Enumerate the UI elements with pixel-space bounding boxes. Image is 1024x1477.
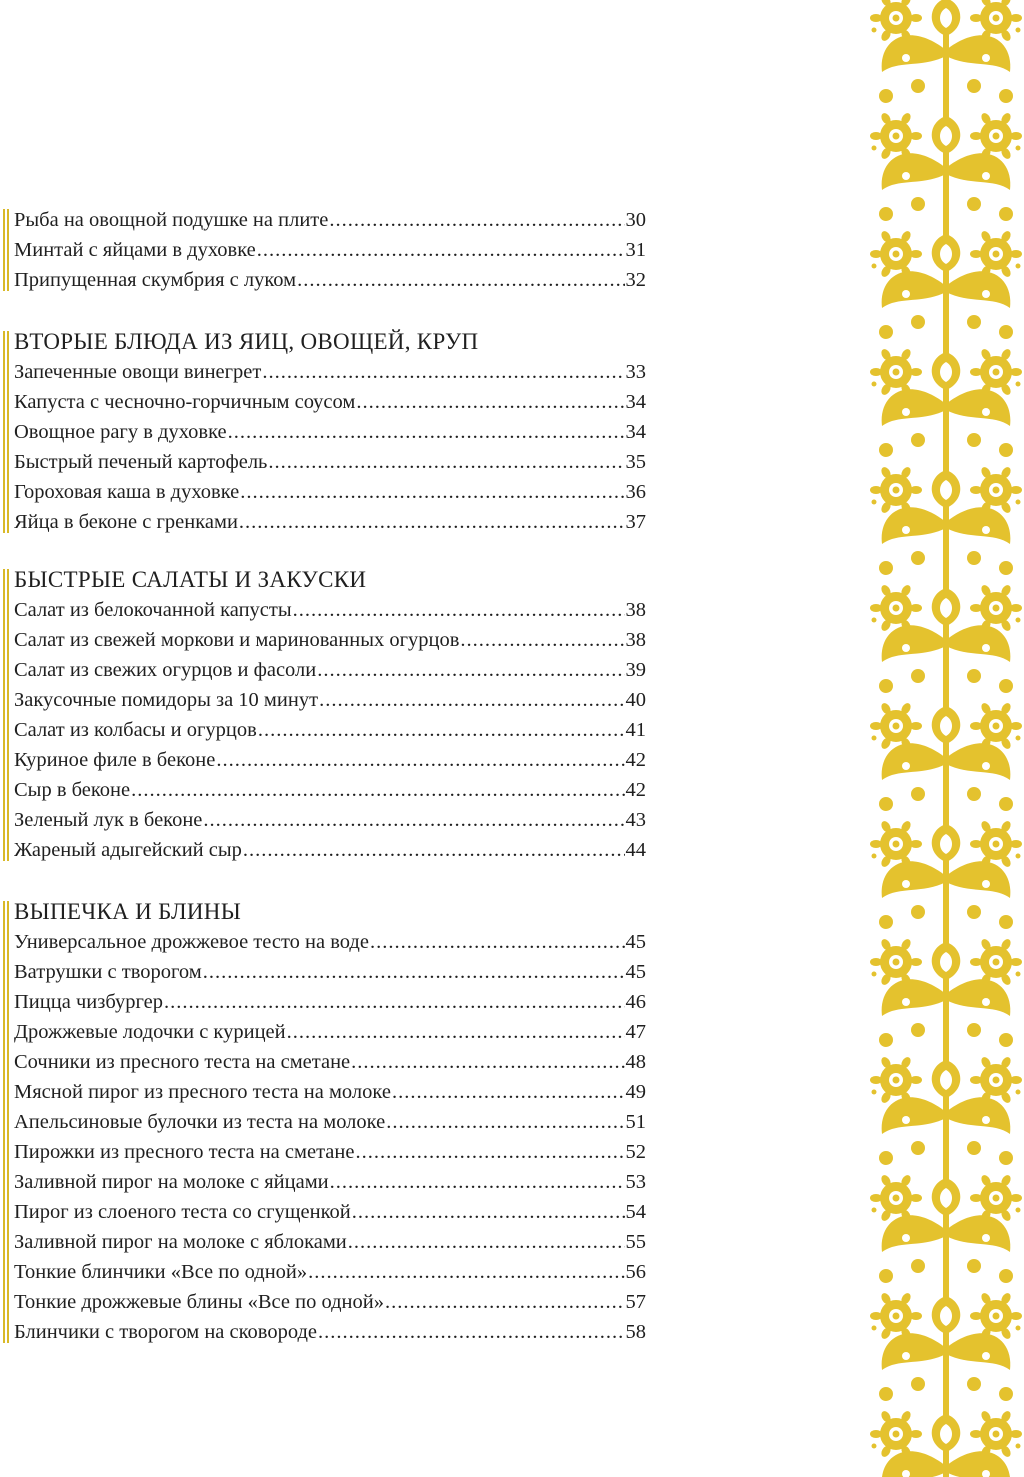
- toc-entry[interactable]: [14, 685, 646, 715]
- dot-leader: [392, 1077, 625, 1107]
- toc-entry[interactable]: [14, 1137, 646, 1167]
- entry-title: Тонкие дрожжевые блины «Все по одной»: [14, 1291, 384, 1313]
- entry-page-number: 35: [625, 451, 646, 473]
- entry-title: Салат из свежей моркови и маринованных огурцов: [14, 629, 460, 651]
- entry-page-number: 39: [625, 659, 646, 681]
- dot-leader: [352, 1197, 625, 1227]
- entry-page-number: 34: [625, 391, 646, 413]
- entry-title: Яйца в беконе с гренками: [14, 511, 238, 533]
- section-heading: ВТОРЫЕ БЛЮДА ИЗ ЯИЦ, ОВОЩЕЙ, КРУП: [14, 329, 479, 354]
- entry-page-number: 41: [625, 719, 646, 741]
- section-accent-bar: [3, 209, 9, 291]
- toc-entry[interactable]: [14, 1017, 646, 1047]
- toc-entry[interactable]: [14, 775, 646, 805]
- dot-leader: [203, 805, 624, 835]
- dot-leader: [319, 685, 624, 715]
- toc-entry[interactable]: [14, 1077, 646, 1107]
- dot-leader: [318, 1317, 624, 1347]
- entry-title: Ватрушки с творогом: [14, 961, 202, 983]
- toc-section: [0, 205, 660, 295]
- entry-page-number: 49: [625, 1081, 646, 1103]
- section-accent-bar: [3, 901, 9, 1343]
- entry-page-number: 48: [625, 1051, 646, 1073]
- dot-leader: [240, 477, 624, 507]
- entry-page-number: 38: [625, 629, 646, 651]
- section-heading: ВЫПЕЧКА И БЛИНЫ: [14, 899, 242, 924]
- dot-leader: [216, 745, 624, 775]
- entry-title: Салат из колбасы и огурцов: [14, 719, 257, 741]
- toc-entry[interactable]: [14, 1287, 646, 1317]
- entry-page-number: 40: [625, 689, 646, 711]
- entry-page-number: 42: [625, 749, 646, 771]
- entry-page-number: 42: [625, 779, 646, 801]
- dot-leader: [239, 507, 625, 537]
- toc-entry[interactable]: [14, 1317, 646, 1347]
- toc-entry[interactable]: [14, 957, 646, 987]
- dot-leader: [386, 1107, 624, 1137]
- dot-leader: [287, 1017, 625, 1047]
- toc-entry[interactable]: [14, 1227, 646, 1257]
- entry-title: Куриное филе в беконе: [14, 749, 216, 771]
- entry-page-number: 57: [625, 1291, 646, 1313]
- entry-page-number: 55: [625, 1231, 646, 1253]
- entry-title: Запеченные овощи винегрет: [14, 361, 262, 383]
- toc-entry[interactable]: [14, 1197, 646, 1227]
- entry-page-number: 43: [625, 809, 646, 831]
- toc-entry[interactable]: [14, 357, 646, 387]
- entry-page-number: 44: [625, 839, 646, 861]
- entry-page-number: 36: [625, 481, 646, 503]
- toc-entry[interactable]: [14, 745, 646, 775]
- dot-leader: [203, 957, 625, 987]
- toc-entry[interactable]: [14, 1107, 646, 1137]
- dot-leader: [370, 927, 625, 957]
- entry-page-number: 32: [625, 269, 646, 291]
- entry-title: Капуста с чесночно-горчичным соусом: [14, 391, 356, 413]
- dot-leader: [228, 417, 625, 447]
- section-heading: БЫСТРЫЕ САЛАТЫ И ЗАКУСКИ: [14, 567, 367, 592]
- dot-leader: [317, 655, 624, 685]
- dot-leader: [308, 1257, 624, 1287]
- entry-page-number: 30: [625, 209, 646, 231]
- entry-title: Мясной пирог из пресного теста на молоке: [14, 1081, 391, 1103]
- toc-entry[interactable]: [14, 417, 646, 447]
- entry-page-number: 45: [625, 961, 646, 983]
- entry-title: Блинчики с творогом на сковороде: [14, 1321, 318, 1343]
- entry-page-number: 52: [625, 1141, 646, 1163]
- dot-leader: [268, 447, 624, 477]
- dot-leader: [262, 357, 624, 387]
- entry-title: Минтай с яйцами в духовке: [14, 239, 256, 261]
- dot-leader: [356, 387, 624, 417]
- entry-title: Заливной пирог на молоке с яблоками: [14, 1231, 347, 1253]
- dot-leader: [329, 205, 624, 235]
- entry-page-number: 54: [625, 1201, 646, 1223]
- section-accent-bar: [3, 569, 9, 861]
- entry-title: Жареный адыгейский сыр: [14, 839, 242, 861]
- toc-entry[interactable]: [14, 1257, 646, 1287]
- entry-title: Пирожки из пресного теста на сметане: [14, 1141, 355, 1163]
- entry-page-number: 38: [625, 599, 646, 621]
- dot-leader: [355, 1137, 624, 1167]
- entry-page-number: 47: [625, 1021, 646, 1043]
- toc-entry[interactable]: [14, 987, 646, 1017]
- entry-page-number: 34: [625, 421, 646, 443]
- dot-leader: [385, 1287, 625, 1317]
- entry-page-number: 56: [625, 1261, 646, 1283]
- entry-page-number: 58: [625, 1321, 646, 1343]
- folk-floral-ornament-icon: [868, 0, 1024, 1477]
- entry-page-number: 31: [625, 239, 646, 261]
- entry-title: Закусочные помидоры за 10 минут: [14, 689, 319, 711]
- entry-title: Пицца чизбургер: [14, 991, 163, 1013]
- entry-title: Овощное рагу в духовке: [14, 421, 227, 443]
- toc-section: [0, 565, 660, 865]
- toc-entry[interactable]: [14, 1047, 646, 1077]
- toc-entry[interactable]: [14, 387, 646, 417]
- entry-page-number: 51: [625, 1111, 646, 1133]
- dot-leader: [164, 987, 625, 1017]
- dot-leader: [258, 715, 625, 745]
- entry-page-number: 33: [625, 361, 646, 383]
- entry-title: Сыр в беконе: [14, 779, 131, 801]
- entry-page-number: 45: [625, 931, 646, 953]
- dot-leader: [131, 775, 624, 805]
- toc-entry[interactable]: [14, 927, 646, 957]
- entry-title: Рыба на овощной подушке на плите: [14, 209, 329, 231]
- toc-entry[interactable]: [14, 477, 646, 507]
- entry-page-number: 53: [625, 1171, 646, 1193]
- toc-entry[interactable]: [14, 805, 646, 835]
- toc-entry[interactable]: [14, 1167, 646, 1197]
- dot-leader: [293, 595, 625, 625]
- entry-title: Салат из белокочанной капусты: [14, 599, 292, 621]
- entry-page-number: 46: [625, 991, 646, 1013]
- toc-entry[interactable]: [14, 715, 646, 745]
- entry-title: Заливной пирог на молоке с яйцами: [14, 1171, 329, 1193]
- toc-entry[interactable]: [14, 205, 646, 235]
- entry-title: Универсальное дрожжевое тесто на воде: [14, 931, 369, 953]
- entry-title: Зеленый лук в беконе: [14, 809, 203, 831]
- entry-title: Тонкие блинчики «Все по одной»: [14, 1261, 308, 1283]
- toc-section: [0, 897, 660, 1347]
- toc-entry[interactable]: [14, 595, 646, 625]
- entry-title: Салат из свежих огурцов и фасоли: [14, 659, 317, 681]
- entry-title: Пирог из слоеного теста со сгущенкой: [14, 1201, 351, 1223]
- toc-entry[interactable]: [14, 625, 646, 655]
- toc-entry[interactable]: [14, 447, 646, 477]
- entry-title: Припущенная скумбрия с луком: [14, 269, 297, 291]
- toc-entry[interactable]: [14, 507, 646, 537]
- toc-entry[interactable]: [14, 265, 646, 295]
- toc-entry[interactable]: [14, 835, 646, 865]
- dot-leader: [297, 265, 624, 295]
- dot-leader: [460, 625, 624, 655]
- toc-entry[interactable]: [14, 655, 646, 685]
- dot-leader: [243, 835, 625, 865]
- dot-leader: [257, 235, 625, 265]
- entry-title: Апельсиновые булочки из теста на молоке: [14, 1111, 386, 1133]
- dot-leader: [348, 1227, 625, 1257]
- entry-title: Быстрый печеный картофель: [14, 451, 268, 473]
- toc-entry[interactable]: [14, 235, 646, 265]
- dot-leader: [330, 1167, 625, 1197]
- dot-leader: [351, 1047, 624, 1077]
- entry-title: Гороховая каша в духовке: [14, 481, 240, 503]
- section-accent-bar: [3, 331, 9, 533]
- toc-section: [0, 327, 660, 537]
- entry-title: Дрожжевые лодочки с курицей: [14, 1021, 286, 1043]
- entry-title: Сочники из пресного теста на сметане: [14, 1051, 351, 1073]
- entry-page-number: 37: [625, 511, 646, 533]
